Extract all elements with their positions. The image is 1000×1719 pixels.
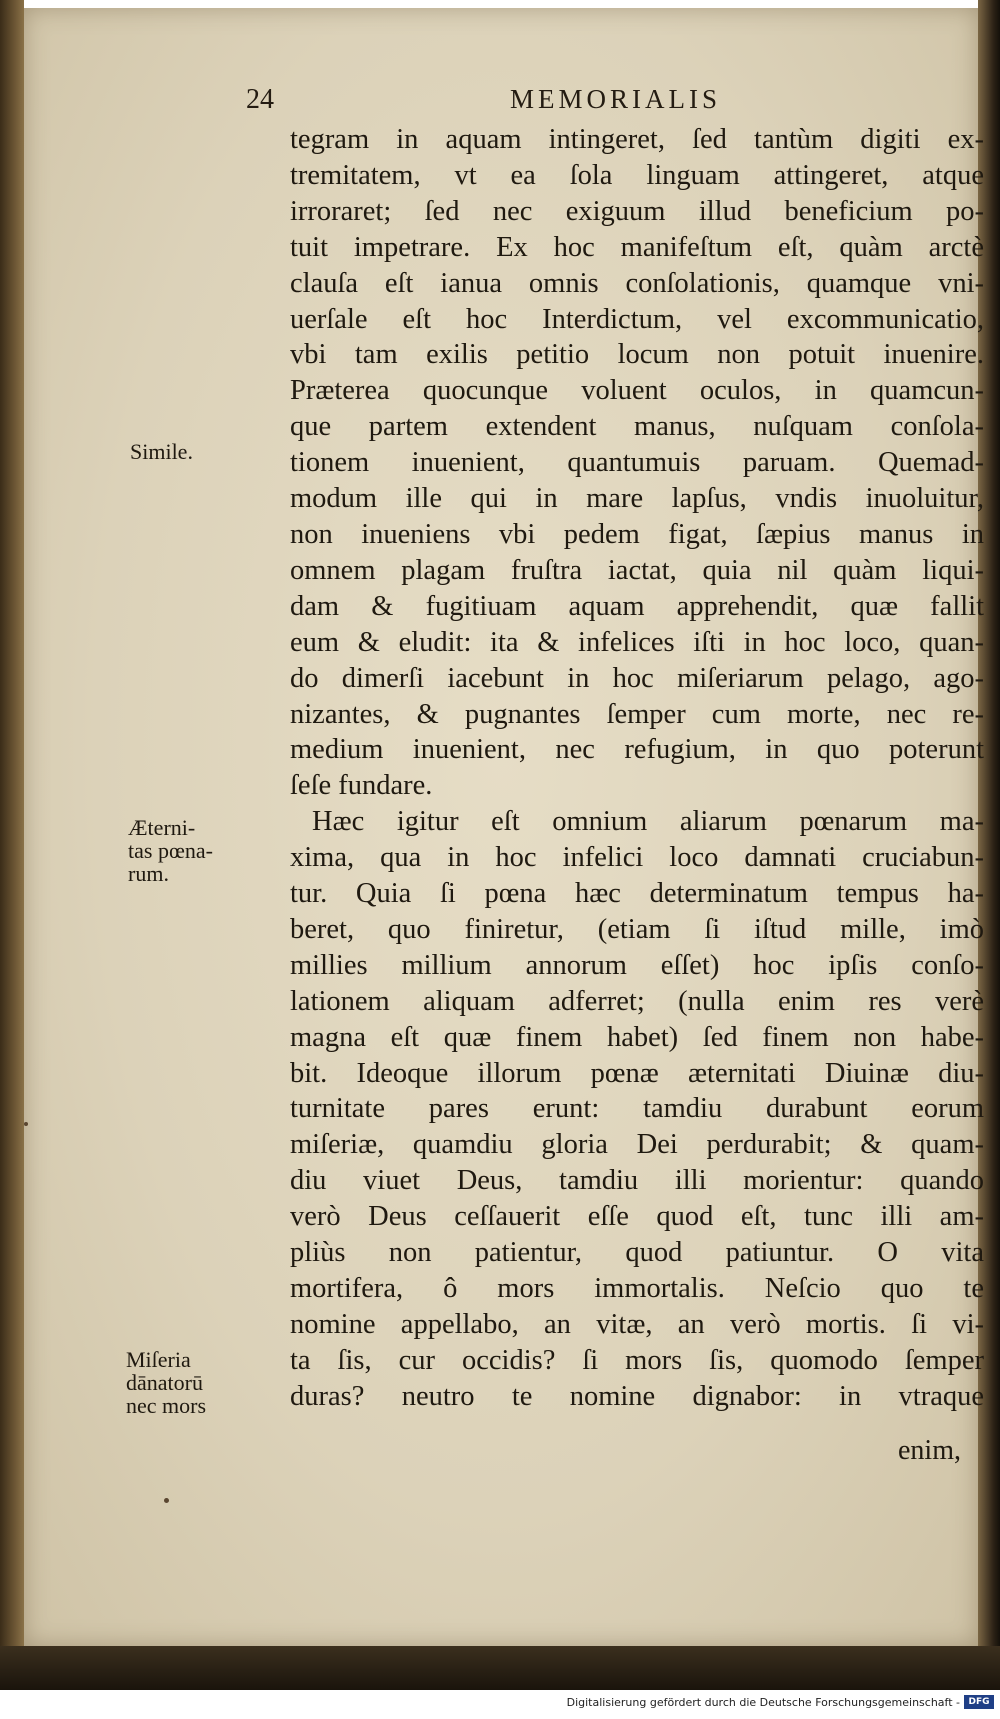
- body-text: [290, 122, 984, 1415]
- text-line: ta ſis, cur occidis? ſi mors ſis, quomodo ſemper: [290, 1344, 984, 1376]
- dfg-logo: DFG: [964, 1695, 994, 1709]
- footer-bar: [0, 1690, 1000, 1719]
- text-line: vbi tam exilis petitio locum non potuit inuenire.: [290, 339, 984, 371]
- book-page: [24, 8, 984, 1646]
- margin-note-line: rum.: [128, 861, 169, 886]
- text-line: ſeſe fundare.: [290, 770, 433, 802]
- text-line: tur. Quia ſi pœna hæc determinatum tempus ha-: [290, 878, 984, 910]
- book-edge-bottom: [0, 1646, 1000, 1690]
- text-line: mortifera, ô mors immortalis. Neſcio quo te: [290, 1273, 984, 1304]
- margin-note-line: dānatorū: [126, 1370, 203, 1395]
- text-line: Hæc igitur eſt omnium aliarum pœnarum ma-: [312, 806, 984, 838]
- margin-note-line: nec mors: [126, 1393, 207, 1418]
- text-line: tegram in aquam intingeret, ſed tantùm digiti ex-: [290, 124, 984, 155]
- margin-note-line: Æterni-: [128, 815, 196, 840]
- margin-note-line: Simile.: [130, 439, 193, 464]
- text-line: do dimerſi iacebunt in hoc miſeriarum pelago, ago-: [290, 662, 984, 694]
- text-line: bit. Ideoque illorum pœnæ æternitati Diuinæ diu-: [290, 1057, 984, 1089]
- text-line: turnitate pares erunt: tamdiu durabunt eorum: [290, 1093, 984, 1125]
- text-line: tionem inuenient, quantumuis paruam. Quemad-: [290, 447, 984, 479]
- text-line: dam & fugitiuam aquam apprehendit, quæ fallit: [290, 590, 984, 622]
- text-line: uerſale eſt hoc Interdictum, vel excommunicatio,: [290, 303, 984, 335]
- text-line: lationem aliquam adferret; (nulla enim res verè: [290, 985, 984, 1017]
- margin-note-miseria: [126, 1348, 206, 1417]
- book-binding-left: [0, 0, 24, 1690]
- text-line: nizantes, & pugnantes ſemper cum morte, nec re-: [290, 698, 984, 730]
- text-line: omnem plagam fruſtra iactat, quia nil quàm liqui-: [290, 554, 984, 586]
- text-line: irroraret; ſed nec exiguum illud beneficium po-: [290, 195, 984, 227]
- paper-speck: [164, 1498, 169, 1503]
- text-line: diu viuet Deus, tamdiu illi morientur: quando: [290, 1165, 984, 1197]
- text-line: verò Deus ceſſauerit eſſe quod eſt, tunc illi am-: [290, 1201, 984, 1233]
- text-line: que partem extendent manus, nuſquam conſola-: [290, 411, 984, 443]
- text-line: nomine appellabo, an vitæ, an verò mortis. ſi vi-: [290, 1308, 984, 1340]
- page-number: 24: [246, 84, 274, 115]
- text-line: clauſa eſt ianua omnis conſolationis, quamque vni-: [290, 267, 984, 299]
- text-line: modum ille qui in mare lapſus, vndis inuoluitur,: [290, 483, 984, 515]
- text-line: pliùs non patientur, quod patiuntur. O vita: [290, 1237, 984, 1269]
- catchword: enim,: [898, 1435, 961, 1466]
- text-line: non inueniens vbi pedem figat, ſæpius manus in: [290, 518, 984, 550]
- text-line: medium inuenient, nec refugium, in quo poterunt: [290, 734, 984, 766]
- text-line: Præterea quocunque voluent oculos, in quamcun-: [290, 375, 984, 407]
- text-line: miſeriæ, quamdiu gloria Dei perdurabit; & quam-: [290, 1129, 984, 1161]
- text-line: millies millium annorum eſſet) hoc ipſis conſo-: [290, 949, 984, 981]
- text-line: tremitatem, vt ea ſola linguam attingeret, atque: [290, 159, 984, 191]
- text-line: xima, qua in hoc infelici loco damnati cruciabun-: [290, 842, 984, 874]
- funding-credit: Digitalisierung gefördert durch die Deutsche Forschungsgemeinschaft -: [566, 1696, 960, 1709]
- margin-note-aeternitas: [128, 816, 213, 885]
- margin-note-line: Miſeria: [126, 1347, 191, 1372]
- margin-note-line: tas pœna-: [128, 838, 213, 863]
- text-line: eum & eludit: ita & infelices iſti in hoc loco, quan-: [290, 626, 984, 658]
- text-line: beret, quo finiretur, (etiam ſi iſtud mille, imò: [290, 913, 984, 945]
- text-line: magna eſt quæ finem habet) ſed finem non habe-: [290, 1021, 984, 1053]
- margin-note-simile: [130, 440, 193, 463]
- running-head: MEMORIALIS: [510, 84, 722, 114]
- paper-speck: [24, 1122, 28, 1126]
- text-line: tuit impetrare. Ex hoc manifeſtum eſt, quàm arctè: [290, 231, 984, 263]
- page-header: [24, 84, 978, 124]
- text-line: duras? neutro te nomine dignabor: in vtraque: [290, 1380, 984, 1412]
